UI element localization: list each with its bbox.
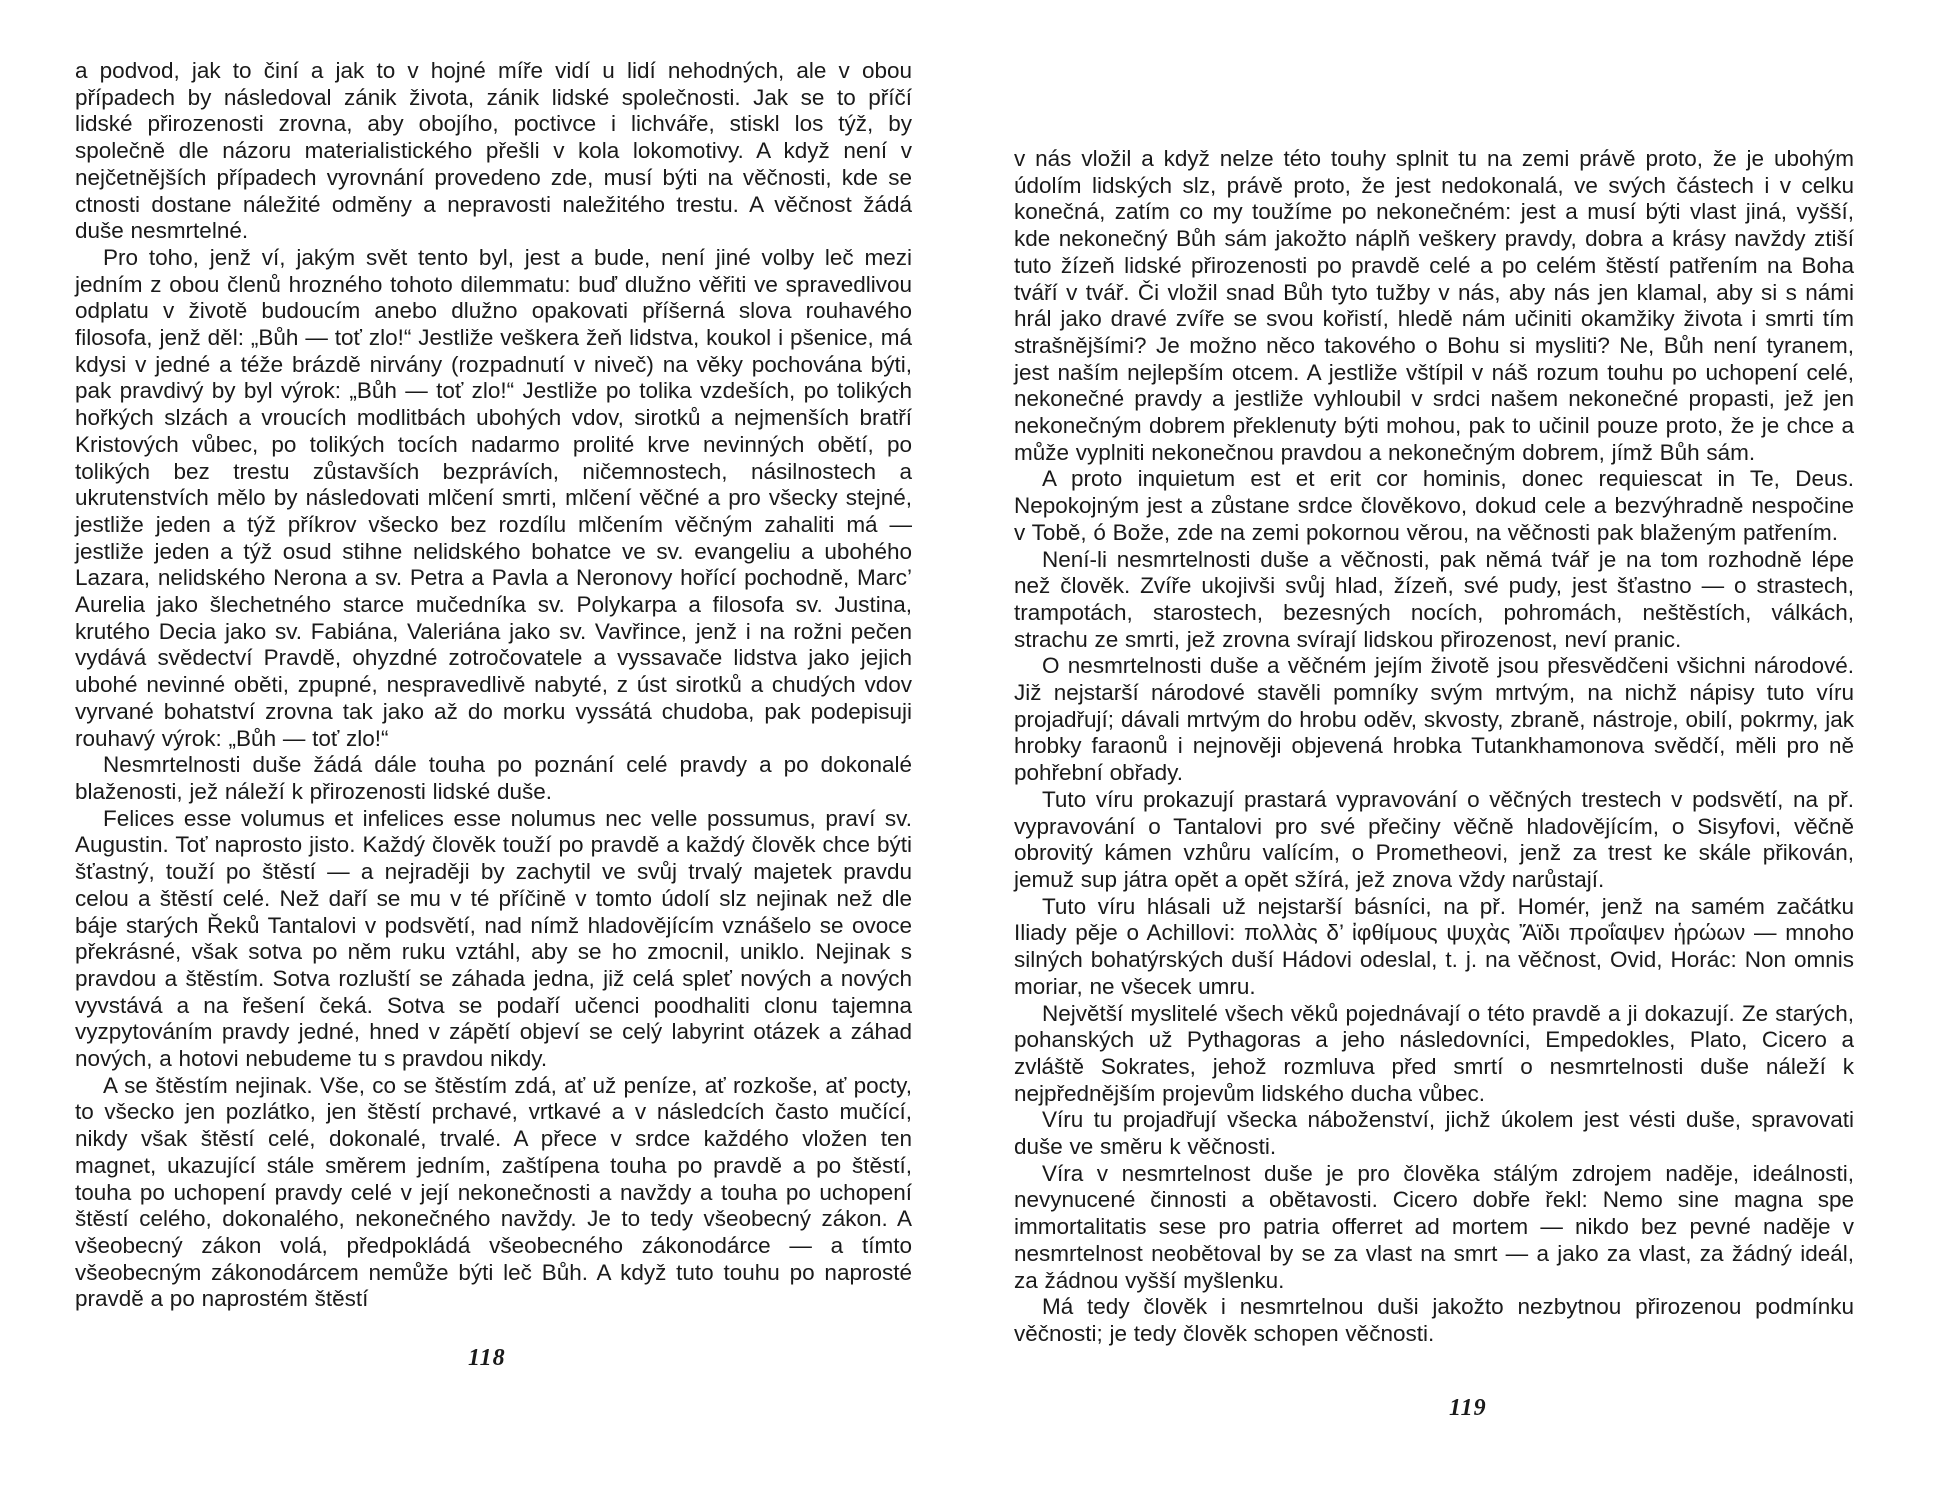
- paragraph: Víra v nesmrtelnost duše je pro člověka stálým zdrojem naděje, ideálnosti, nevynucené činnosti a obětavosti. Cicero dobře řekl: Nemo sine magna spe immortalitatis sese pro patria offerret ad mortem — nikdo bez pevné naděje v nesmrtelnost neobětoval by se za vlast na smrt — a jako za vlast, za žádný ideál, za žádnou vyšší myšlenku.: [1014, 1160, 1854, 1293]
- page-number: 118: [468, 1345, 506, 1371]
- paragraph: Nesmrtelnosti duše žádá dále touha po poznání celé pravdy a po dokonalé blaženosti, jež náleží k přirozenosti lidské duše.: [75, 752, 912, 804]
- right-page: [974, 0, 1948, 1500]
- paragraph: Víru tu projadřují všecka náboženství, jichž úkolem jest vésti duše, spravovati duše ve směru k věčnosti.: [1014, 1107, 1854, 1160]
- paragraph: A proto inquietum est et erit cor hominis, donec requiescat in Te, Deus. Nepokojným jest a zůstane srdce člověkovo, dokud cele a bezvýhradně nespočine v Tobě, ó Bože, zde na zemi pokornou věrou, na věčnosti pak blaženým patřením.: [1014, 466, 1854, 545]
- paragraph: Tuto víru prokazují prastará vypravování o věčných trestech v podsvětí, na př. vypravování o Tantalovi pro své přečiny věčně hladovějícím, o Sisyfovi, věčně obrovitý kámen vzhůru valícím, o Prometheovi, jenž za trest ke skále přikován, jemuž sup játra opět a opět sžírá, jež znova vždy narůstají.: [1014, 786, 1854, 892]
- page-number: 119: [1449, 1395, 1487, 1421]
- paragraph: Není-li nesmrtelnosti duše a věčnosti, pak němá tvář je na tom rozhodně lépe než člověk. Zvíře ukojivši svůj hlad, žízeň, své pudy, jest šťastno — o strastech, trampotách, starostech, bezesných nocích, pohromách, neštěstích, válkách, strachu ze smrti, jež zrovna svírají lidskou přirozenost, neví pranic.: [1014, 546, 1854, 652]
- paragraph: A se štěstím nejinak. Vše, co se štěstím zdá, ať už peníze, ať rozkoše, ať pocty, to všecko jen pozlátko, jen štěstí prchavé, vrtkavé a v následcích často mučící, nikdy však štěstí celé, dokonalé, trvalé. A přece v srdce každého vložen ten magnet, ukazující stále směrem jedním, zaštípena touha po pravdě a po štěstí, touha po uchopení pravdy celé v její nekonečnosti a navždy a touha po uchopení štěstí celého, dokonalého, nekonečného navždy. Je to tedy všeobecný zákon. A všeobecný zákon volá, předpokládá všeobecného zákonodárce — a tímto všeobecným zákonodárcem nemůže býti leč Bůh. A když tuto touhu po naprosté pravdě a po naprostém štěstí: [75, 1072, 912, 1312]
- right-page-text: [1014, 146, 1854, 1348]
- paragraph: a podvod, jak to činí a jak to v hojné míře vidí u lidí nehodných, ale v obou případech by následoval zánik života, zánik lidské společnosti. Jak se to příčí lidské přirozenosti zrovna, aby obojího, poctivce i lichváře, stiskl los týž, by společně dle názoru materialistického přešli v kola lokomotivy. A když není v nejčetnějších případech vyrovnání provedeno zde, musí býti na věčnosti, kde se ctnosti dostane náležité odměny a nepravosti naležitého trestu. A věčnost žádá duše nesmrtelné.: [75, 58, 912, 244]
- paragraph: Felices esse volumus et infelices esse nolumus nec velle possumus, praví sv. Augustin. Toť naprosto jisto. Každý člověk touží po pravdě a každý člověk chce býti šťastný, touží po štěstí — a nejraději by zachytil ve svůj trvalý majetek pravdu celou a štěstí celé. Než daří se mu v té příčině v tomto údolí slz nejinak než dle báje starých Řeků Tantalovi v podsvětí, nad nímž hladovějícím vznášelo se ovoce překrásné, však sotva po něm ruku vztáhl, aby se ho zmocnil, uniklo. Nejinak s pravdou a štěstím. Sotva rozluští se záhada jedna, již celá spleť nových a nových vyvstává a na řešení čeká. Sotva se podaří učenci poodhaliti clonu tajemna vyzpytováním pravdy jedné, hned v zápětí objeví se celý labyrint otázek a záhad nových, a hotovi nebudeme tu s pravdou nikdy.: [75, 805, 912, 1072]
- left-page-text: [75, 58, 912, 1313]
- paragraph: Největší myslitelé všech věků pojednávají o této pravdě a ji dokazují. Ze starých, pohanských už Pythagoras a jeho následovníci, Empedokles, Plato, Cicero a zvláště Sokrates, jehož rozmluva před smrtí o nesmrtelnosti duše náleží k nejpřednějším projevům lidského ducha vůbec.: [1014, 1000, 1854, 1106]
- paragraph: O nesmrtelnosti duše a věčném jejím životě jsou přesvědčeni všichni národové. Již nejstarší národové stavěli pomníky svým mrtvým, na nichž nápisy tuto víru projadřují; dávali mrtvým do hrobu oděv, skvosty, zbraně, nástroje, obilí, pokrmy, jak hrobky faraonů i nejnověji objevená hrobka Tutankhamonova svědčí, měli pro ně pohřební obřady.: [1014, 653, 1854, 786]
- paragraph: v nás vložil a když nelze této touhy splnit tu na zemi právě proto, že je ubohým údolím lidských slz, právě proto, že jest nedokonalá, ve svých částech i v celku konečná, zatím co my toužíme po nekonečném: jest a musí býti vlast jiná, vyšší, kde nekonečný Bůh sám jakožto náplň veškery pravdy, dobra a krásy navždy ztiší tuto žízeň lidské přirozenosti po pravdě celé a po celém štěstí patřením na Boha tváří v tvář. Či vložil snad Bůh tyto tužby v nás, aby nás jen klamal, aby si s námi hrál jako dravé zvíře se svou kořistí, hledě nám učiniti okamžiky života i smrti tím strašnějšími? Je možno něco takového o Bohu si mysliti? Ne, Bůh není tyranem, jest naším nejlepším otcem. A jestliže vštípil v náš rozum touhu po uchopení celé, nekonečné pravdy a jestliže vyhloubil v srdci našem nekonečné propasti, jež jen nekonečným dobrem překlenuty býti mohou, pak to učinil pouze proto, že je chce a může vyplniti nekonečnou pravdou a nekonečným dobrem, jímž Bůh sám.: [1014, 146, 1854, 465]
- paragraph: Pro toho, jenž ví, jakým svět tento byl, jest a bude, není jiné volby leč mezi jedním z obou členů hrozného tohoto dilemmatu: buď dlužno věřiti ve spravedlivou odplatu v životě budoucím anebo dlužno opakovati příšerná slova rouhavého filosofa, jenž děl: „Bůh — toť zlo!“ Jestliže veškera žeň lidstva, koukol i pšenice, má kdysi v jedné a téže brázdě nirvány (rozpadnutí v niveč) na věky pochována býti, pak pravdivý by byl výrok: „Bůh — toť zlo!“ Jestliže po tolika vzdeších, po tolikých hořkých slzách a vroucích modlitbách ubohých vdov, sirotků a nejmenších bratří Kristových vůbec, po tolikých tocích nadarmo prolité krve nevinných obětí, po tolikých bez trestu zůstavších bezprávích, ničemnostech, násilnostech a ukrutenstvích mělo by následovati mlčení smrti, mlčení věčné a pro všecky stejné, jestliže jeden a týž příkrov všecko bez rozdílu mlčením věčným zahaliti má — jestliže jeden a týž osud stihne nelidského bohatce ve sv. evangeliu a ubohého Lazara, nelidského Nerona a sv. Petra a Pavla a Neronovy hořící pochodně, Marc’ Aurelia jako šlechetného starce mučedníka sv. Polykarpa a filosofa sv. Justina, krutého Decia jako sv. Fabiána, Valeriána jako sv. Vavřince, jenž i na rožni pečen vydává svědectví Pravdě, ohyzdné zotročovatele a vyssavače lidstva jako jejich ubohé nevinné oběti, zpupné, nespravedlivě nabyté, z úst sirotků a chudých vdov vyrvané bohatství zrovna tak jako až do morku vyssátá chudoba, pak podepisuji rouhavý výrok: „Bůh — toť zlo!“: [75, 244, 912, 751]
- paragraph: Tuto víru hlásali už nejstarší básníci, na př. Homér, jenž na samém začátku Iliady pěje o Achillovi: πολλὰς δ’ ἰφθίμους ψυχὰς Ἄϊδι προΐαψεν ἡρώων — mnoho silných bohatýrských duší Hádovi odeslal, t. j. na věčnost, Ovid, Horác: Non omnis moriar, ne všecek umru.: [1014, 893, 1854, 999]
- paragraph: Má tedy člověk i nesmrtelnou duši jakožto nezbytnou přirozenou podmínku věčnosti; je tedy člověk schopen věčnosti.: [1014, 1294, 1854, 1346]
